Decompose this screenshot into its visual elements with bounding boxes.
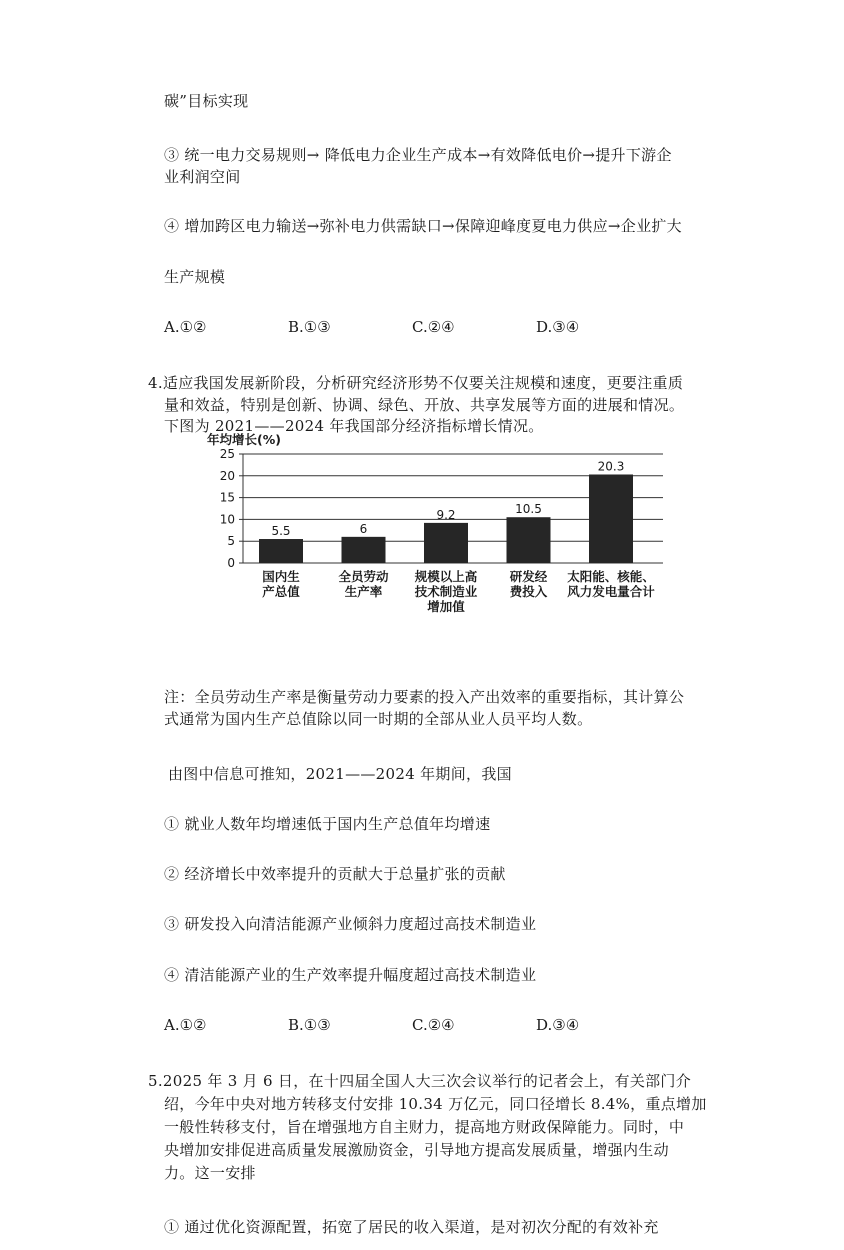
bar-1 <box>342 537 386 563</box>
value-label-2: 9.2 <box>436 507 456 522</box>
q4-option3: ③ 研发投入向清洁能源产业倾斜力度超过高技术制造业 <box>164 915 537 933</box>
value-label-0: 5.5 <box>271 524 291 539</box>
q3-choices <box>164 318 660 336</box>
chart-y-axis-label: 年均增长(%) <box>207 432 281 447</box>
q4-option1: ① 就业人数年均增速低于国内生产总值年均增速 <box>164 815 491 833</box>
q4-choice-c[interactable]: C.②④ <box>412 1016 455 1034</box>
y-tick-label: 5 <box>227 534 235 549</box>
q3-choice-a[interactable]: A.①② <box>164 318 207 336</box>
value-label-4: 20.3 <box>597 459 625 474</box>
q4-option2: ② 经济增长中效率提升的贡献大于总量扩张的贡献 <box>164 865 506 883</box>
q3-option3-line1: ③ 统一电力交易规则→ 降低电力企业生产成本→有效降低电价→提升下游企 <box>164 146 672 164</box>
q4-option4: ④ 清洁能源产业的生产效率提升幅度超过高技术制造业 <box>164 966 537 984</box>
q3-choice-d[interactable]: D.③④ <box>536 318 580 336</box>
q5-stem-line2: 绍，今年中央对地方转移支付安排 10.34 万亿元，同口径增长 8.4%，重点增加 <box>164 1095 707 1113</box>
q4-stem-line3: 下图为 2021——2024 年我国部分经济指标增长情况。 <box>164 417 544 435</box>
category-label-3-0: 研发经 <box>509 569 548 584</box>
q4-stem-line2: 量和效益，特别是创新、协调、绿色、开放、共享发展等方面的进展和情况。 <box>164 396 685 414</box>
bar-3 <box>507 517 551 563</box>
value-label-1: 6 <box>359 521 368 536</box>
q5-stem-line4: 央增加安排促进高质量发展激励资金，引导地方提高发展质量，增强内生动 <box>164 1141 669 1159</box>
q4-choices <box>164 1016 660 1034</box>
category-label-2-1: 技术制造业 <box>414 584 478 599</box>
growth-bar-chart <box>205 428 675 613</box>
chart-y-ticks <box>220 447 243 570</box>
category-label-1-1: 生产率 <box>344 584 383 599</box>
q5-stem-line1: 5.2025 年 3 月 6 日，在十四届全国人大三次会议举行的记者会上，有关部门介 <box>148 1072 692 1090</box>
category-label-2-0: 规模以上高 <box>414 569 478 584</box>
y-tick-label: 20 <box>219 468 235 483</box>
q5-stem-line3: 一般性转移支付，旨在增强地方自主财力，提高地方财政保障能力。同时，中 <box>164 1118 685 1136</box>
q4-question: 由图中信息可推知，2021——2024 年期间，我国 <box>168 765 512 783</box>
bar-2 <box>424 523 468 563</box>
q3-option4-line1: ④ 增加跨区电力输送→弥补电力供需缺口→保障迎峰度夏电力供应→企业扩大 <box>164 217 682 235</box>
category-label-4-0: 太阳能、核能、 <box>567 569 655 584</box>
bar-4 <box>589 474 633 563</box>
q3-option4-line2: 生产规模 <box>164 268 226 286</box>
category-label-0-0: 国内生 <box>262 569 300 584</box>
category-label-3-1: 费投入 <box>509 584 548 599</box>
y-tick-label: 0 <box>227 556 235 570</box>
q4-choice-d[interactable]: D.③④ <box>536 1016 580 1034</box>
q3-choice-b[interactable]: B.①③ <box>288 318 331 336</box>
q4-note-line2: 式通常为国内生产总值除以同一时期的全部从业人员平均人数。 <box>164 710 593 728</box>
y-tick-label: 25 <box>219 447 235 461</box>
category-label-2-2: 增加值 <box>427 599 465 613</box>
q5-option1: ① 通过优化资源配置，拓宽了居民的收入渠道，是对初次分配的有效补充 <box>164 1218 659 1236</box>
value-label-3: 10.5 <box>515 502 542 517</box>
q5-stem-line5: 力。这一安排 <box>164 1164 256 1182</box>
q4-stem-line1: 4.适应我国发展新阶段，分析研究经济形势不仅要关注规模和速度，更要注重质 <box>148 374 684 392</box>
bar-0 <box>259 539 303 563</box>
q3-option2-continuation: 碳”目标实现 <box>164 92 249 110</box>
q3-option3-line2: 业利润空间 <box>164 168 241 186</box>
chart-category-labels <box>262 569 655 613</box>
category-label-0-1: 产总值 <box>262 584 300 599</box>
category-label-4-1: 风力发电量合计 <box>567 584 655 599</box>
q3-choice-c[interactable]: C.②④ <box>412 318 455 336</box>
q4-note-line1: 注：全员劳动生产率是衡量劳动力要素的投入产出效率的重要指标，其计算公 <box>164 688 685 706</box>
q4-choice-a[interactable]: A.①② <box>164 1016 207 1034</box>
y-tick-label: 15 <box>219 490 235 505</box>
y-tick-label: 10 <box>219 512 235 527</box>
q4-choice-b[interactable]: B.①③ <box>288 1016 331 1034</box>
category-label-1-0: 全员劳动 <box>338 569 389 584</box>
